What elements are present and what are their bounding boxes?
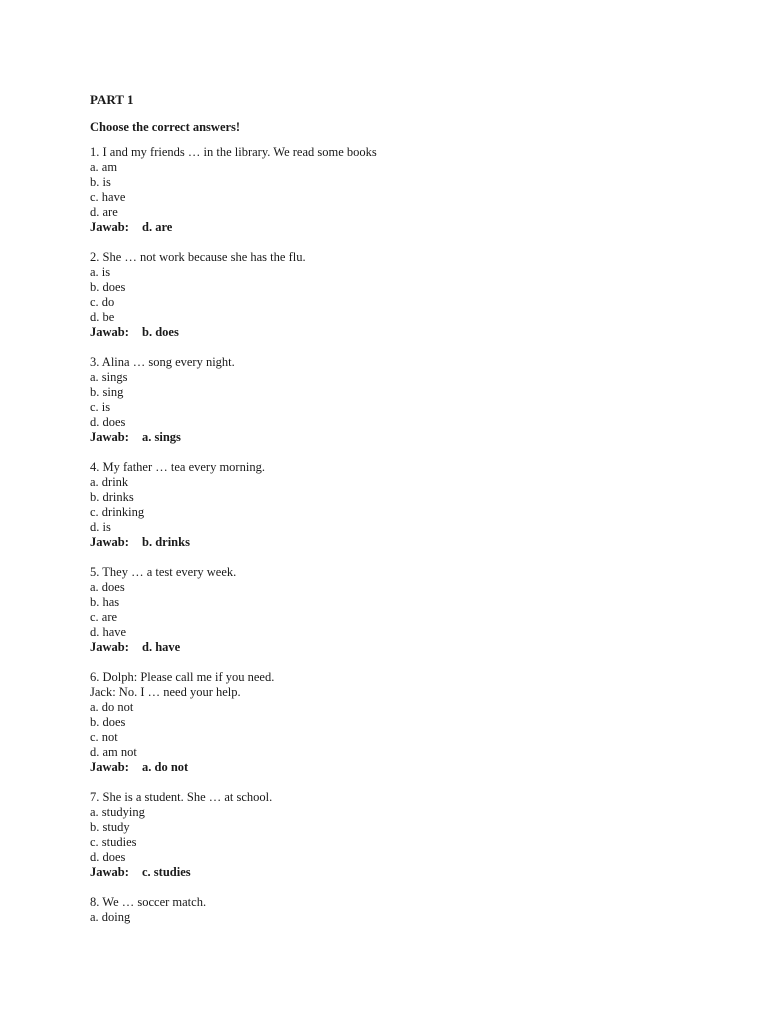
option-b: b. has xyxy=(90,595,120,609)
question-7 xyxy=(90,790,730,880)
answer-value: b. does xyxy=(142,325,179,339)
option-d: d. are xyxy=(90,205,118,219)
option-b: b. study xyxy=(90,820,130,834)
answer-line xyxy=(90,430,730,445)
option-c: c. is xyxy=(90,400,111,414)
option-d: d. is xyxy=(90,520,111,534)
option-c: c. studies xyxy=(90,835,137,849)
instruction-text: Choose the correct answers! xyxy=(90,120,241,134)
option-d: d. does xyxy=(90,415,126,429)
answer-value: d. have xyxy=(142,640,181,654)
answer-label: Jawab: xyxy=(90,535,129,549)
question-3 xyxy=(90,355,730,445)
option-d: d. be xyxy=(90,310,115,324)
option-b: b. sing xyxy=(90,385,124,399)
question-prompt: 2. She … not work because she has the flu. xyxy=(90,250,306,264)
document-page xyxy=(90,92,730,940)
part-title: PART 1 xyxy=(90,92,134,107)
answer-label: Jawab: xyxy=(90,325,129,339)
option-c: c. do xyxy=(90,295,115,309)
answer-label: Jawab: xyxy=(90,430,129,444)
answer-line xyxy=(90,220,730,235)
option-d: d. am not xyxy=(90,745,137,759)
question-8 xyxy=(90,895,730,925)
question-6 xyxy=(90,670,730,775)
question-5 xyxy=(90,565,730,655)
answer-line xyxy=(90,535,730,550)
answer-line xyxy=(90,760,730,775)
answer-value: a. do not xyxy=(142,760,189,774)
option-b: b. drinks xyxy=(90,490,134,504)
option-a: a. doing xyxy=(90,910,131,924)
option-a: a. sings xyxy=(90,370,128,384)
question-1 xyxy=(90,145,730,235)
question-prompt: 8. We … soccer match. xyxy=(90,895,207,909)
option-a: a. drink xyxy=(90,475,129,489)
question-prompt-line-2: Jack: No. I … need your help. xyxy=(90,685,241,699)
option-a: a. does xyxy=(90,580,125,594)
option-b: b. does xyxy=(90,715,126,729)
option-a: a. am xyxy=(90,160,118,174)
option-a: a. is xyxy=(90,265,111,279)
answer-value: c. studies xyxy=(142,865,191,879)
answer-line xyxy=(90,640,730,655)
answer-value: d. are xyxy=(142,220,173,234)
option-c: c. drinking xyxy=(90,505,145,519)
option-c: c. not xyxy=(90,730,118,744)
question-prompt: 6. Dolph: Please call me if you need. xyxy=(90,670,275,684)
question-4 xyxy=(90,460,730,550)
answer-label: Jawab: xyxy=(90,760,129,774)
option-b: b. does xyxy=(90,280,126,294)
answer-value: a. sings xyxy=(142,430,181,444)
option-d: d. have xyxy=(90,625,127,639)
option-c: c. have xyxy=(90,190,126,204)
answer-value: b. drinks xyxy=(142,535,190,549)
option-a: a. studying xyxy=(90,805,145,819)
answer-label: Jawab: xyxy=(90,865,129,879)
answer-label: Jawab: xyxy=(90,220,129,234)
question-prompt: 5. They … a test every week. xyxy=(90,565,237,579)
question-prompt: 7. She is a student. She … at school. xyxy=(90,790,273,804)
question-prompt: 1. I and my friends … in the library. We read some books xyxy=(90,145,377,159)
answer-line xyxy=(90,325,730,340)
option-b: b. is xyxy=(90,175,111,189)
answer-label: Jawab: xyxy=(90,640,129,654)
question-prompt: 3. Alina … song every night. xyxy=(90,355,235,369)
question-prompt: 4. My father … tea every morning. xyxy=(90,460,265,474)
answer-line xyxy=(90,865,730,880)
option-a: a. do not xyxy=(90,700,134,714)
option-c: c. are xyxy=(90,610,118,624)
option-d: d. does xyxy=(90,850,126,864)
question-2 xyxy=(90,250,730,340)
